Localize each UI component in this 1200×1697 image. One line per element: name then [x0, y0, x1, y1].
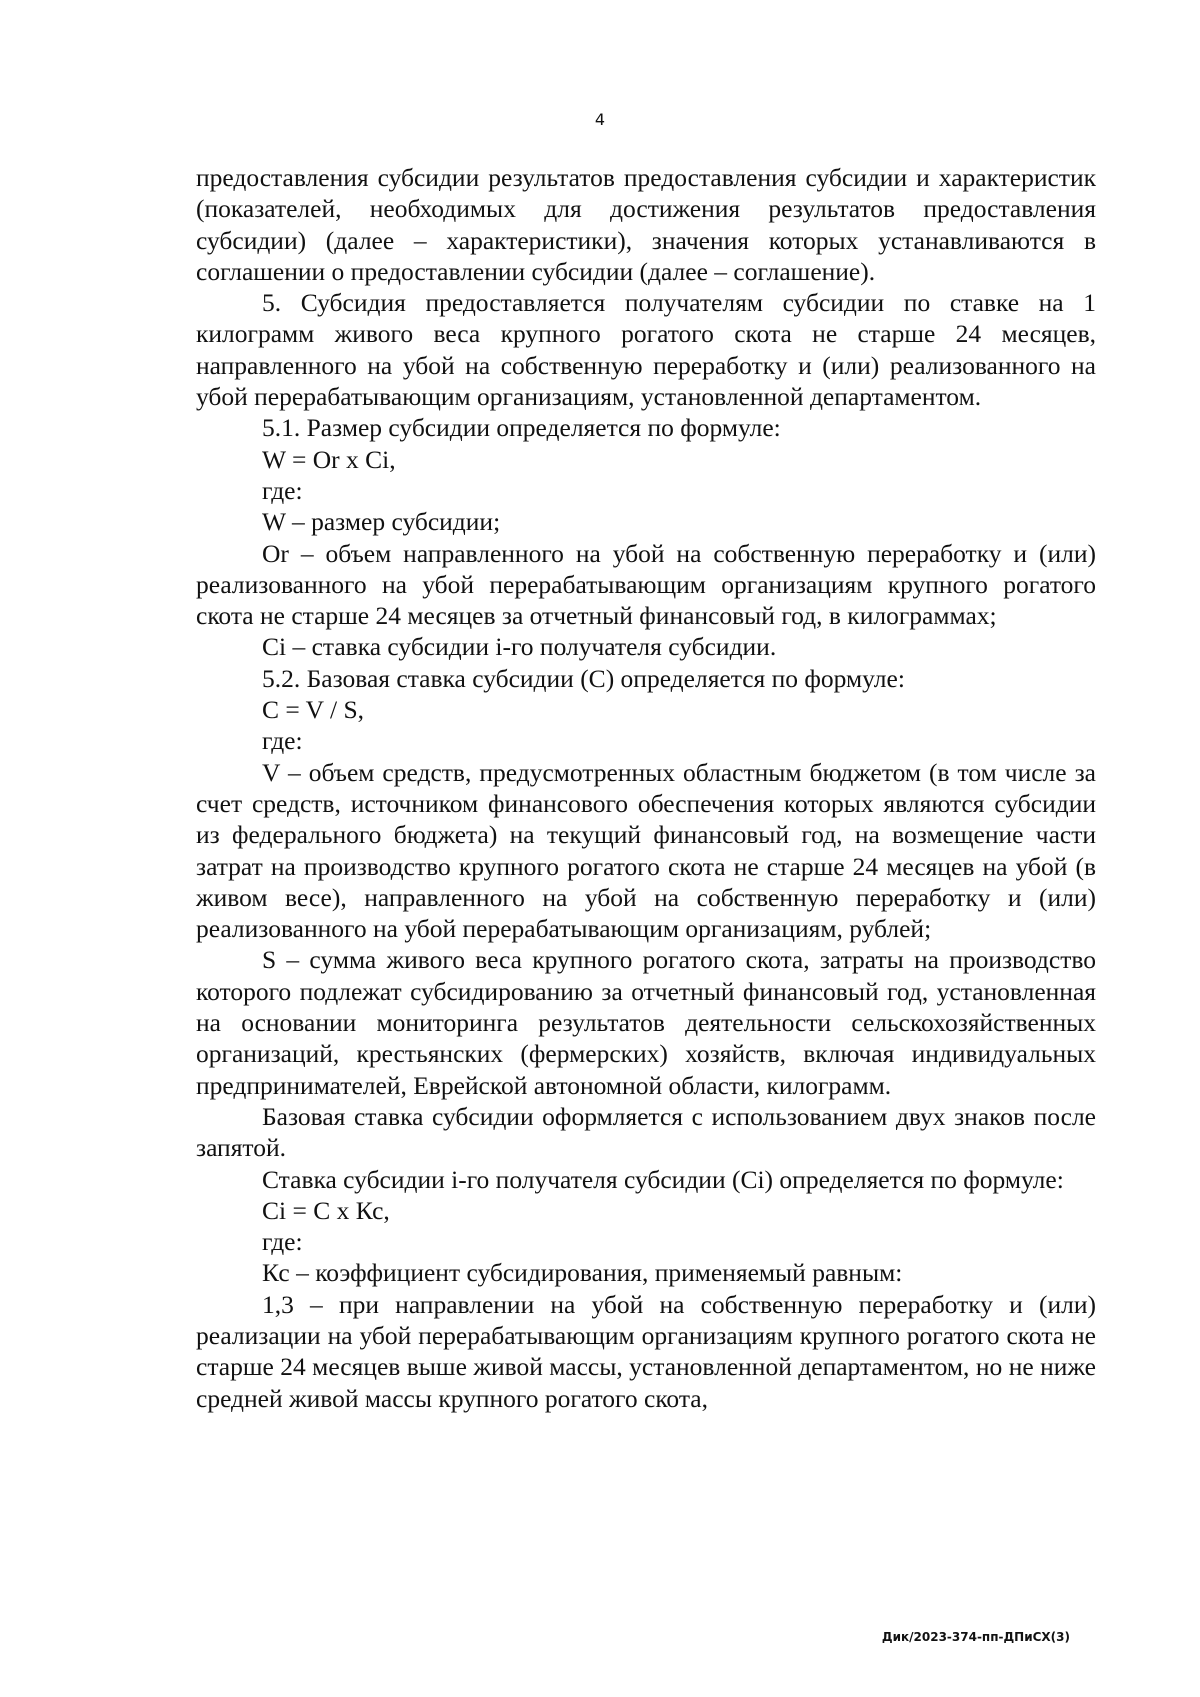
- paragraph: где:: [262, 726, 303, 756]
- document-code: Дик/2023-374-пп-ДПиСХ(3): [881, 1630, 1070, 1644]
- formula: W = Or x Ci,: [262, 444, 396, 474]
- paragraph: W – размер субсидии;: [262, 507, 501, 537]
- paragraph: где:: [262, 1227, 303, 1257]
- paragraph: 1,3 – при направлении на убой на собственную переработку и (или) реализации на убой перерабатывающим организациям крупного рогатого скота не старше 24 месяцев выше живой массы, установленной департаментом, но не ниже средней живой массы крупного рогатого скота,: [196, 1289, 1096, 1413]
- paragraph: где:: [262, 475, 303, 505]
- paragraph: Кс – коэффициент субсидирования, применяемый равным:: [262, 1258, 903, 1288]
- paragraph: Or – объем направленного на убой на собственную переработку и (или) реализованного на убой перерабатывающим организациям крупного рогатого скота не старше 24 месяцев за отчетный финансовый год, в килограммах;: [196, 538, 1096, 631]
- paragraph: 5. Субсидия предоставляется получателям субсидии по ставке на 1 килограмм живого веса крупного рогатого скота не старше 24 месяцев, направленного на убой на собственную переработку и (или) реализованного на убой перерабатывающим организациям, установленной департаментом.: [196, 288, 1096, 412]
- paragraph: Базовая ставка субсидии оформляется с использованием двух знаков после запятой.: [196, 1101, 1096, 1163]
- paragraph: 5.1. Размер субсидии определяется по формуле:: [262, 413, 781, 443]
- paragraph: V – объем средств, предусмотренных областным бюджетом (в том числе за счет средств, источником финансового обеспечения которых являются субсидии из федерального бюджета) на текущий финансовый год, на возмещение части затрат на производство крупного рогатого скота не старше 24 месяцев на убой (в живом весе), направленного на убой на собственную переработку и (или) реализованного на убой перерабатывающим организациям, рублей;: [196, 757, 1096, 944]
- paragraph: Ставка субсидии i-го получателя субсидии (Ci) определяется по формуле:: [262, 1164, 1064, 1194]
- page-number: 4: [594, 110, 606, 129]
- paragraph: Ci – ставка субсидии i-го получателя субсидии.: [262, 632, 777, 662]
- paragraph: S – сумма живого веса крупного рогатого скота, затраты на производство которого подлежат субсидированию за отчетный финансовый год, установленная на основании мониторинга результатов деятельности сельскохозяйственных организаций, крестьянских (фермерских) хозяйств, включая индивидуальных предпринимателей, Еврейской автономной области, килограмм.: [196, 945, 1096, 1100]
- document-body: [196, 162, 1096, 1414]
- formula: Ci = C x Кс,: [262, 1195, 390, 1225]
- formula: C = V / S,: [262, 695, 365, 725]
- paragraph: предоставления субсидии результатов предоставления субсидии и характеристик (показателей, необходимых для достижения результатов предоставления субсидии) (далее – характеристики), значения которых устанавливаются в соглашении о предоставлении субсидии (далее – соглашение).: [196, 163, 1096, 286]
- paragraph: 5.2. Базовая ставка субсидии (C) определяется по формуле:: [262, 663, 905, 693]
